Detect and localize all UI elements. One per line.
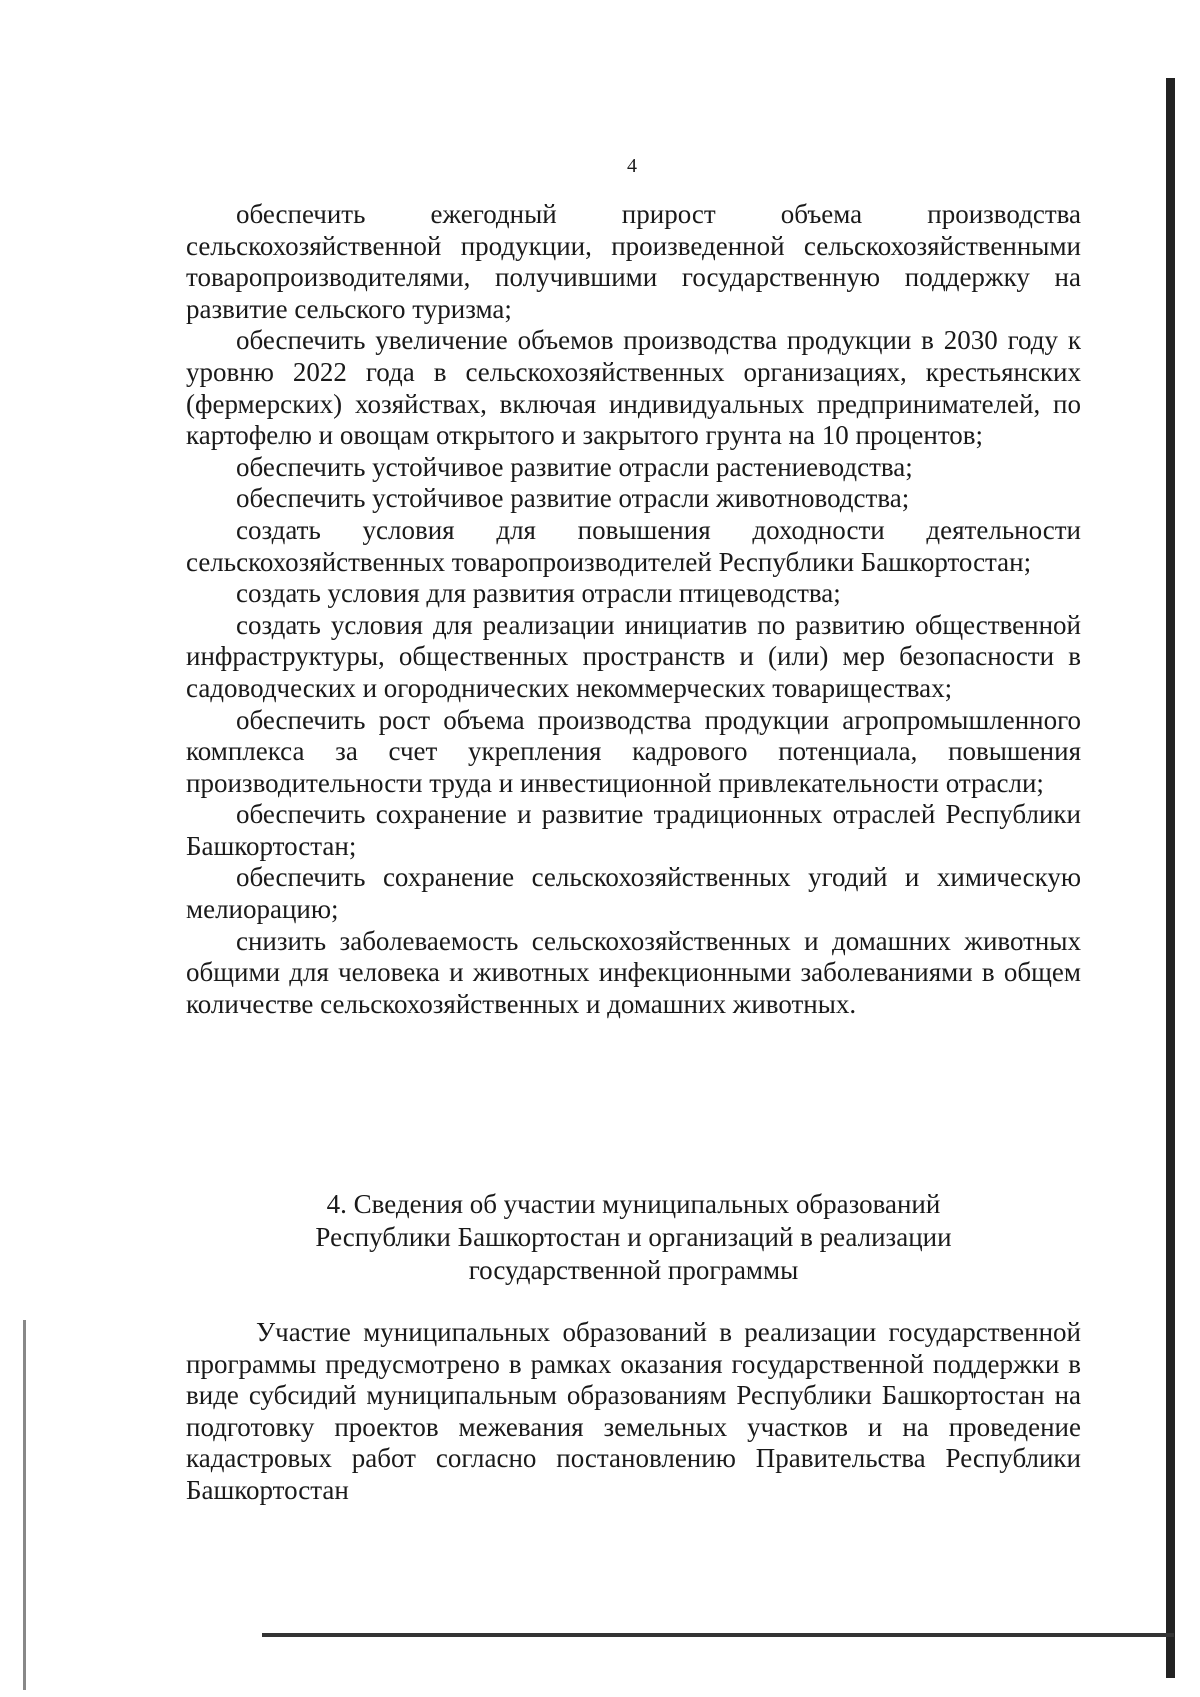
list-item-paragraph: обеспечить увеличение объемов производства продукции в 2030 году к уровню 2022 года в сельскохозяйственных организациях, крестьянских (фермерских) хозяйствах, включая индивидуальных предпринимателей, по картофелю и овощам открытого и закрытого грунта на 10 процентов;	[186, 325, 1081, 451]
section-heading	[186, 1188, 1081, 1287]
list-item-paragraph: обеспечить рост объема производства продукции агропромышленного комплекса за счет укрепления кадрового потенциала, повышения производительности труда и инвестиционной привлекательности отрасли;	[186, 704, 1081, 798]
list-item-paragraph: создать условия для развития отрасли птицеводства;	[236, 578, 841, 609]
list-item-paragraph: обеспечить устойчивое развитие отрасли животноводства;	[236, 483, 910, 514]
list-item-paragraph: создать условия для реализации инициатив по развитию общественной инфраструктуры, общественных пространств и (или) мер безопасности в садоводческих и огороднических некоммерческих товариществах;	[186, 609, 1081, 703]
list-item-paragraph: обеспечить устойчивое развитие отрасли растениеводства;	[236, 451, 913, 482]
list-item-paragraph: снизить заболеваемость сельскохозяйственных и домашних животных общими для человека и животных инфекционными заболеваниями в общем количестве сельскохозяйственных и домашних животных.	[186, 925, 1081, 1019]
page-number: 4	[627, 155, 637, 177]
scan-edge-artifact	[23, 1320, 26, 1690]
list-item-paragraph: обеспечить сохранение и развитие традиционных отраслей Республики Башкортостан;	[186, 799, 1081, 861]
section-heading-line: 4. Сведения об участии муниципальных образований	[326, 1189, 941, 1219]
section-heading-line: Республики Башкортостан и организаций в реализации	[315, 1222, 952, 1252]
main-text	[186, 199, 1081, 1020]
scan-edge-artifact	[1166, 78, 1175, 1678]
list-item-paragraph: создать условия для повышения доходности деятельности сельскохозяйственных товаропроизводителей Республики Башкортостан;	[186, 514, 1081, 577]
scan-edge-artifact	[262, 1633, 1174, 1637]
list-item-paragraph: обеспечить сохранение сельскохозяйственных угодий и химическую мелиорацию;	[186, 862, 1081, 925]
section-body	[186, 1317, 1081, 1507]
section-paragraph: Участие муниципальных образований в реализации государственной программы предусмотрено в рамках оказания государственной поддержки в виде субсидий муниципальным образованиям Республики Башкортостан на подготовку проектов межевания земельных участков и на проведение кадастровых работ согласно постановлению Правительства Республики Башкортостан	[186, 1317, 1081, 1505]
list-item-paragraph: обеспечить ежегодный прирост объема производства сельскохозяйственной продукции, произведенной сельскохозяйственными товаропроизводителями, получившими государственную поддержку на развитие сельского туризма;	[186, 199, 1081, 324]
section-heading-line: государственной программы	[468, 1255, 799, 1285]
